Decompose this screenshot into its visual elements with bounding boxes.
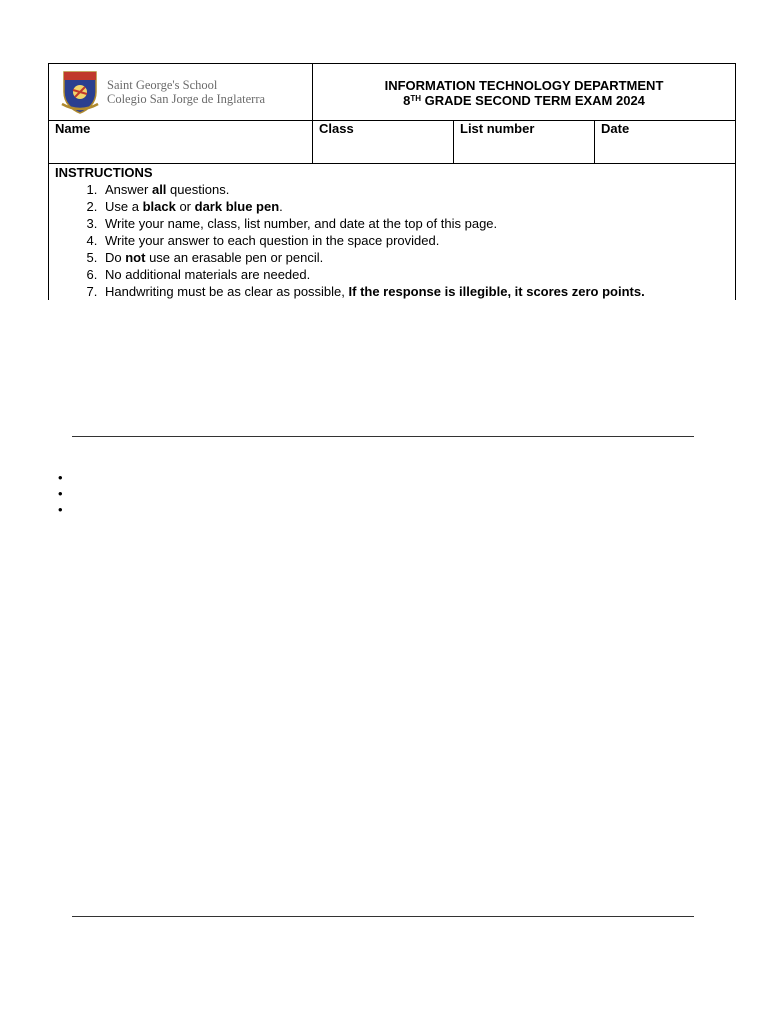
list-number-label: List number: [460, 121, 535, 136]
instructions-cell: [49, 164, 736, 301]
name-field[interactable]: [49, 121, 313, 164]
school-name: [107, 78, 265, 106]
instructions-list: [49, 181, 735, 300]
instruction-item: 2. Use a black or dark blue pen.: [101, 198, 735, 215]
answer-line-top: [72, 436, 694, 437]
name-label: Name: [55, 121, 91, 136]
instruction-item: 6. No additional materials are needed.: [101, 266, 735, 283]
instruction-item: 5. Do not use an erasable pen or pencil.: [101, 249, 735, 266]
instruction-item: 3. Write your name, class, list number, and date at the top of this page.: [101, 215, 735, 232]
class-label: Class: [319, 121, 354, 136]
school-crest-icon: [61, 70, 99, 114]
department-title: INFORMATION TECHNOLOGY DEPARTMENT: [384, 78, 664, 93]
instruction-item: 4. Write your answer to each question in the space provided.: [101, 232, 735, 249]
list-number-field[interactable]: [454, 121, 595, 164]
instructions-title: INSTRUCTIONS: [55, 165, 153, 180]
instruction-item: 7. Handwriting must be as clear as possible, If the response is illegible, it scores zero points.: [101, 283, 735, 300]
department-cell: [313, 64, 736, 121]
instruction-item: 1. Answer all questions.: [101, 181, 735, 198]
header-table: [48, 63, 736, 300]
date-label: Date: [601, 121, 630, 136]
school-name-en: Saint George's School: [107, 78, 218, 92]
class-field[interactable]: [313, 121, 454, 164]
exam-title: [313, 93, 735, 108]
bullet-list: [58, 470, 63, 518]
bullet-item: •: [58, 486, 63, 501]
exam-header: [48, 63, 736, 300]
logo-cell: [49, 64, 313, 121]
date-field[interactable]: [595, 121, 736, 164]
exam-title-text: GRADE SECOND TERM EXAM 2024: [420, 93, 645, 108]
answer-line-bottom: [72, 916, 694, 917]
bullet-item: •: [58, 502, 63, 517]
bullet-item: •: [58, 470, 63, 485]
grade-suffix: TH: [410, 94, 421, 103]
grade-number: 8: [403, 93, 411, 108]
school-name-es: Colegio San Jorge de Inglaterra: [107, 92, 266, 106]
